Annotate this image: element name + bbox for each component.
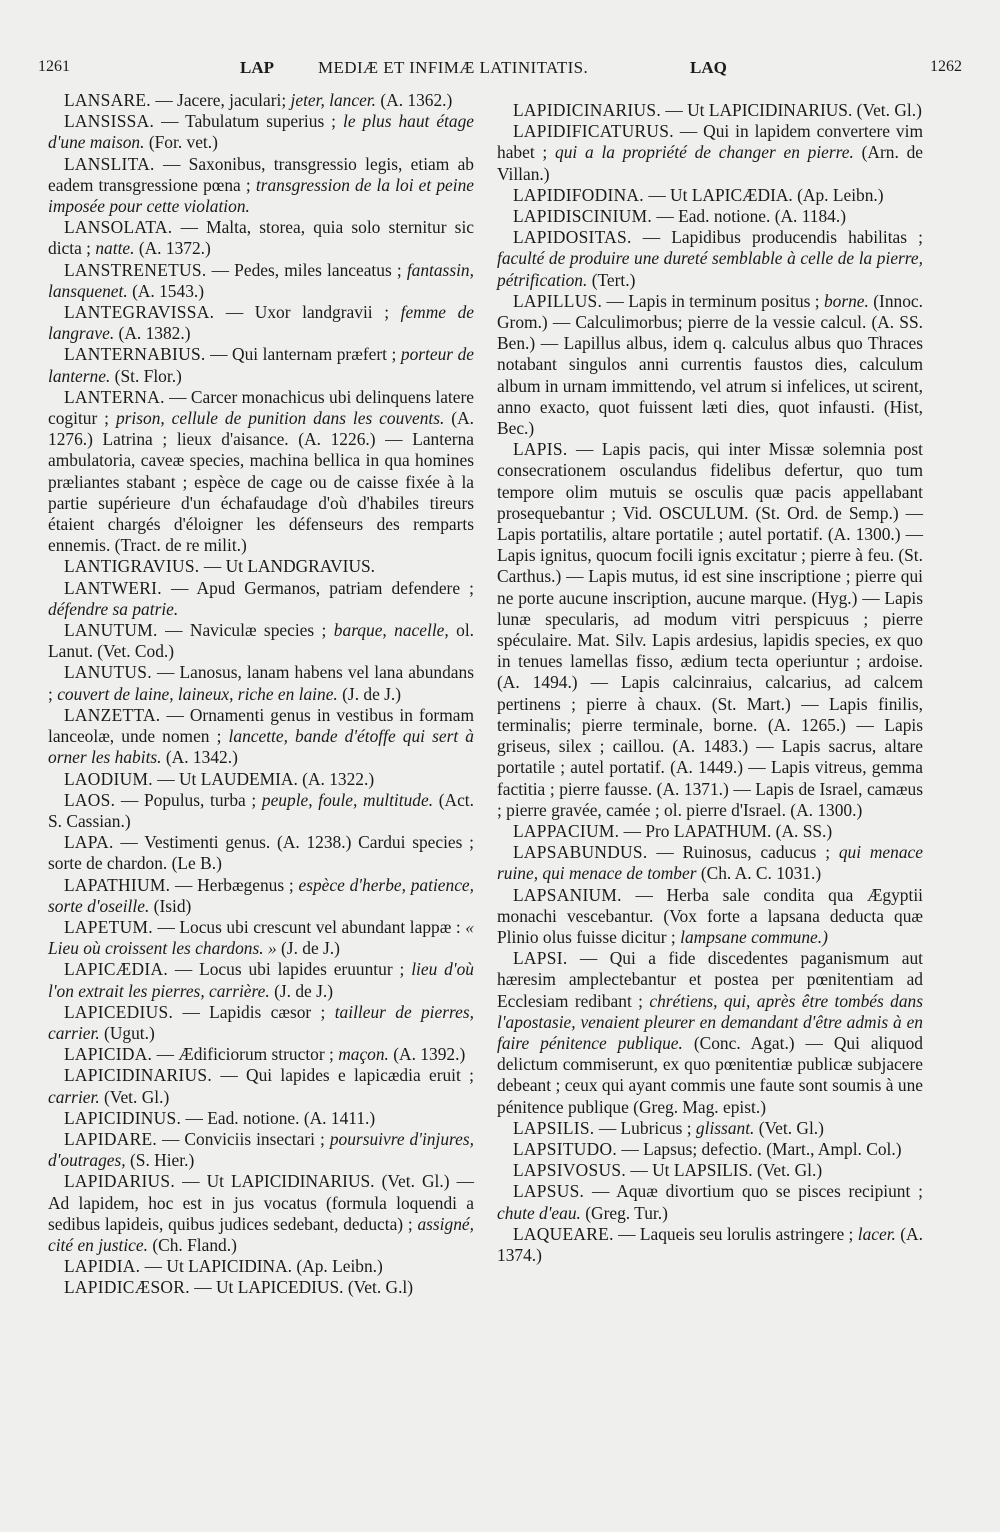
entry-reference: (Tert.) bbox=[591, 269, 636, 290]
entry-reference: LAPATHUM. (A. SS.) bbox=[673, 820, 833, 841]
entry-reference: (Innoc. Grom.) — Calculimorbus; pierre de la vessie calcul. (A. SS. Ben.) — Lapillus albus, idem q. calculus albus quo Thraces notabant singulos anni currentis faustos dies, calculum album in urnam immittendo, vel atrum si infelices, ut scirent, anno exacto, quot fuissent læti dies, quot infausti. (Hist, Bec.) bbox=[497, 290, 923, 439]
entry-definition: — Qui in lapidem convertere vim habet ; bbox=[497, 121, 923, 163]
entry-definition: — Qui a fide discedentes paganismum aut hæresim amplectebantur et postea per pœnitentiam ad Ecclesiam redibant ; bbox=[497, 948, 923, 1011]
entry-headword: LAPIDICÆSOR. bbox=[64, 1277, 190, 1298]
entry-headword: LANUTUS. bbox=[64, 662, 152, 683]
dictionary-entry bbox=[48, 790, 474, 832]
entry-definition: — Lubricus ; bbox=[598, 1117, 692, 1138]
right-page-number: 1262 bbox=[930, 58, 962, 75]
entry-reference: LAPICIDINARIUS. (Vet. Gl.) bbox=[708, 100, 922, 120]
dictionary-entry bbox=[497, 439, 923, 821]
right-guide-word: LAQ bbox=[690, 58, 727, 77]
entry-definition: — Malta, storea, quia solo sternitur sic dicta ; bbox=[48, 217, 474, 259]
entry-headword: LANUTUM. bbox=[64, 620, 158, 641]
dictionary-entry bbox=[48, 154, 474, 218]
entry-french-gloss: lampsane commune.) bbox=[680, 926, 828, 947]
entry-definition: — Lapis in terminum positus ; bbox=[606, 290, 820, 311]
entry-french-gloss: qui a la propriété de changer en pierre. bbox=[555, 142, 854, 163]
entry-french-gloss: prison, cellule de punition dans les couvents. bbox=[115, 408, 445, 429]
dictionary-entry bbox=[497, 821, 923, 842]
entry-headword: LAPIDARE. bbox=[64, 1128, 158, 1149]
entry-french-gloss: natte. bbox=[95, 238, 135, 259]
entry-definition: — Herbægenus ; bbox=[175, 874, 294, 895]
dictionary-entry bbox=[48, 260, 474, 302]
entry-reference: (A. 1276.) Latrina ; lieux d'aisance. (A. 1226.) — Lanterna ambulatoria, caveæ species, machina bellica in qua homines præliantes stabant ; espèce de cage ou de caisse fixée à la partie supérieure d'un échafaudage d'où d'habiles tireurs étaient chargés d'éloigner les défenseurs des remparts ennemis. (Tract. de re milit.) bbox=[48, 408, 474, 556]
dictionary-entry bbox=[48, 959, 474, 1001]
entry-headword: LAPICEDIUS. bbox=[64, 1001, 174, 1022]
entry-french-gloss: « Lieu où croissent les chardons. » bbox=[48, 916, 474, 959]
entry-headword: LANSTRENETUS. bbox=[64, 259, 207, 280]
dictionary-entry bbox=[48, 387, 474, 557]
entry-reference: (A. 1372.) bbox=[138, 238, 211, 259]
entry-french-gloss: espèce d'herbe, patience, sorte d'oseille. bbox=[48, 874, 474, 916]
entry-definition: — Ornamenti genus in vestibus in formam lanceolæ, unde nomen ; bbox=[48, 704, 474, 747]
entry-reference: (Act. S. Cassian.) bbox=[48, 789, 474, 831]
entry-definition: — Lapis pacis, qui inter Missæ solemnia post consecrationem osculandus fidelibus defertur, quo tum tempore olim mutuis se osculis quæ pacis appellabant prosequebantur ; Vid. OSCULUM. (St. Ord. de Semp.) — Lapis portatilis, altare portatile ; autel portatif. (A. 1300.) — Lapis ignitus, quocum focili ignis excitatur ; pierre à feu. (St. Carthus.) — Lapis mutus, id est sine inscriptione ; pierre qui ne porte aucune inscription, aucune marque. (Hyg.) — Lapis lunæ specularis, ad modum vitri perspicuus ; pierre spéculaire. Mat. Silv. Lapis ardesius, lapidis species, ex quo in tenues lamellas fisso, ædium tecta operiuntur ; ardoise. (A. 1494.) — Lapis calcinraius, calcarius, ad calcem pertinens ; pierre à chaux. (St. Mart.) — Lapis finilis, terminalis; pierre terminale, borne. (A. 1265.) — Lapis griseus, silex ; caillou. (A. 1483.) — Lapis sacrus, altare portatile ; autel portatif. (A. 1449.) — Lapis vitreus, gemma factitia ; pierre fausse. (A. 1371.) — Lapis de Israel, camæus ; pierre gravée, camée ; ol. pierre d'Israel. (A. 1300.) bbox=[497, 439, 923, 820]
dictionary-entry bbox=[497, 1181, 923, 1223]
entry-french-gloss: fantassin, lansquenet. bbox=[48, 259, 474, 301]
entry-reference: LAPSILIS. (Vet. Gl.) bbox=[673, 1160, 823, 1181]
entry-definition: — Lapidibus producendis habilitas ; bbox=[642, 227, 923, 248]
dictionary-entry bbox=[497, 185, 923, 206]
entry-definition: — Ut bbox=[648, 184, 688, 205]
entry-headword: LAPIDOSITAS. bbox=[513, 227, 632, 248]
dictionary-entry bbox=[48, 1044, 474, 1065]
entry-definition: — Herba sale condita qua Ægyptii monachi vescebantur. (Vox forte a lapsana deducta quæ Plinio olus fuisse dicitur ; bbox=[497, 884, 923, 947]
entry-reference: (A. 1362.) bbox=[380, 90, 453, 110]
left-page-number: 1261 bbox=[38, 58, 70, 75]
dictionary-entry bbox=[48, 556, 474, 577]
entry-reference: LANDGRAVIUS. bbox=[247, 556, 376, 577]
entry-definition: — Jacere, jaculari; bbox=[155, 90, 287, 110]
entry-reference: (St. Flor.) bbox=[114, 365, 182, 386]
entry-reference: (Arn. de Villan.) bbox=[497, 142, 923, 184]
entry-definition: — Vestimenti genus. (A. 1238.) Cardui species ; sorte de chardon. bbox=[48, 832, 474, 874]
entry-headword: LANTERNABIUS. bbox=[64, 344, 206, 365]
entry-headword: LAPIDICINARIUS. bbox=[513, 100, 661, 120]
entry-french-gloss: lancette, bande d'étoffe qui sert à orner les habits. bbox=[48, 726, 474, 768]
entry-headword: LANTERNA. bbox=[64, 386, 165, 407]
entry-definition: — Laqueis seu lorulis astringere ; bbox=[618, 1223, 854, 1244]
dictionary-entry bbox=[48, 344, 474, 386]
entry-headword: LANSARE. bbox=[64, 90, 151, 110]
entry-headword: LAPATHIUM. bbox=[64, 874, 171, 895]
entry-headword: LAPICÆDIA. bbox=[64, 959, 168, 980]
entry-headword: LAPIS. bbox=[513, 439, 568, 460]
entry-reference: (A. 1543.) bbox=[132, 280, 205, 301]
entry-french-gloss: couvert de laine, laineux, riche en laine. bbox=[57, 683, 338, 704]
entry-definition: — Apud Germanos, patriam defendere ; bbox=[170, 577, 475, 598]
dictionary-entry bbox=[48, 1108, 474, 1129]
entry-definition: — Ut bbox=[630, 1160, 670, 1181]
entry-reference: (Ch. A. C. 1031.) bbox=[700, 863, 822, 884]
entry-reference: (Ch. Fland.) bbox=[152, 1234, 237, 1255]
entry-french-gloss: qui menace ruine, qui menace de tomber bbox=[497, 842, 923, 884]
dictionary-entry bbox=[497, 948, 923, 1118]
right-column bbox=[497, 100, 923, 1266]
entry-headword: LAPSILIS. bbox=[513, 1117, 595, 1138]
entry-french-gloss: maçon. bbox=[338, 1044, 389, 1065]
entry-french-gloss: lacer. bbox=[857, 1223, 896, 1244]
dictionary-entry bbox=[48, 1171, 474, 1256]
entry-headword: LAPILLUS. bbox=[513, 290, 603, 311]
entry-french-gloss: borne. bbox=[823, 290, 869, 311]
entry-reference: (J. de J.) bbox=[274, 980, 334, 1001]
entry-definition: — Lapsus; defectio. bbox=[621, 1138, 762, 1159]
entry-french-gloss: chrétiens, qui, après être tombés dans l'apostasie, venaient pleurer en demandant d'être admis à en faire pénitence publique. bbox=[497, 990, 924, 1053]
entry-reference: (J. de J.) bbox=[281, 938, 340, 959]
entry-headword: LANSISSA. bbox=[64, 111, 155, 132]
entry-french-gloss: carrier. bbox=[48, 1086, 100, 1107]
entry-reference: (A. 1382.) bbox=[118, 323, 191, 344]
entry-definition: — Lanosus, lanam habens vel lana abundans ; bbox=[48, 662, 474, 704]
entry-headword: LAODIUM. bbox=[64, 768, 153, 789]
entry-definition: — Populus, turba ; bbox=[120, 789, 257, 810]
entry-headword: LAPICIDINUS. bbox=[64, 1107, 182, 1128]
entry-french-gloss: le plus haut étage d'une maison. bbox=[48, 111, 474, 153]
entry-definition: — Pro bbox=[623, 820, 670, 841]
entry-definition: — Ædificiorum structor ; bbox=[156, 1044, 334, 1065]
entry-definition: — Locus ubi crescunt vel abundant lappæ : bbox=[157, 916, 461, 937]
dictionary-entry bbox=[497, 227, 923, 291]
entry-headword: LAPIDISCINIUM. bbox=[513, 206, 652, 227]
entry-reference: (Vet. Gl.) bbox=[758, 1117, 824, 1138]
entry-headword: LAQUEARE. bbox=[513, 1223, 614, 1244]
entry-headword: LAPA. bbox=[64, 832, 114, 853]
entry-headword: LAPSITUDO. bbox=[513, 1138, 617, 1159]
entry-definition: — Ut bbox=[203, 556, 243, 577]
dictionary-entry bbox=[48, 578, 474, 620]
header-title: MEDIÆ ET INFIMÆ LATINITATIS. bbox=[318, 58, 589, 77]
dictionary-entry bbox=[48, 832, 474, 874]
entry-french-gloss: défendre sa patrie. bbox=[48, 598, 179, 619]
dictionary-entry bbox=[48, 620, 474, 662]
entry-french-gloss: porteur de lanterne. bbox=[48, 344, 474, 386]
dictionary-entry bbox=[48, 90, 474, 111]
dictionary-entry bbox=[48, 111, 474, 153]
entry-headword: LAPSABUNDUS. bbox=[513, 842, 648, 863]
entry-reference: (A. 1374.) bbox=[497, 1223, 923, 1265]
dictionary-entry bbox=[497, 1139, 923, 1160]
entry-reference: (J. de J.) bbox=[342, 683, 402, 704]
entry-reference: (Greg. Tur.) bbox=[585, 1202, 668, 1223]
entry-french-gloss: transgression de la loi et peine imposée pour cette violation. bbox=[48, 174, 474, 217]
entry-definition: — Aquæ divortium quo se pisces recipiunt ; bbox=[592, 1181, 923, 1202]
entry-headword: LAPETUM. bbox=[64, 916, 153, 937]
entry-headword: LAPSANIUM. bbox=[513, 884, 622, 905]
entry-french-gloss: faculté de produire une dureté semblable à celle de la pierre, pétrification. bbox=[497, 248, 923, 290]
dictionary-entry bbox=[48, 662, 474, 704]
entry-headword: LAPSUS. bbox=[513, 1181, 585, 1202]
entry-reference: (A. 1392.) bbox=[393, 1044, 466, 1065]
dictionary-entry bbox=[48, 769, 474, 790]
entry-headword: LAOS. bbox=[64, 789, 116, 810]
dictionary-entry bbox=[497, 885, 923, 949]
entry-definition: — Naviculæ species ; bbox=[165, 620, 327, 641]
dictionary-entry bbox=[497, 1224, 923, 1266]
entry-reference: LAUDEMIA. (A. 1322.) bbox=[200, 768, 375, 789]
entry-french-gloss: femme de langrave. bbox=[48, 302, 474, 344]
entry-french-gloss: glissant. bbox=[695, 1117, 755, 1138]
entry-headword: LANTIGRAVIUS. bbox=[64, 556, 200, 577]
dictionary-entry bbox=[48, 705, 474, 769]
entry-headword: LAPIDIFICATURUS. bbox=[513, 121, 674, 142]
entry-definition: — Ead. notione. bbox=[656, 206, 771, 227]
entry-definition: — Uxor landgravii ; bbox=[225, 302, 390, 323]
entry-headword: LANZETTA. bbox=[64, 704, 161, 725]
entry-reference: (Ugut.) bbox=[104, 1022, 155, 1043]
dictionary-entry bbox=[48, 217, 474, 259]
dictionary-entry bbox=[497, 1160, 923, 1181]
dictionary-entry bbox=[48, 1256, 474, 1277]
dictionary-entry bbox=[48, 302, 474, 344]
dictionary-entry bbox=[497, 100, 923, 121]
entry-reference: (A. 1184.) bbox=[774, 206, 847, 227]
entry-headword: LANTWERI. bbox=[64, 577, 162, 598]
dictionary-entry bbox=[497, 842, 923, 884]
entry-definition: — Ut bbox=[157, 768, 197, 789]
entry-definition: — Qui lapides e lapicædia eruit ; bbox=[220, 1065, 474, 1086]
dictionary-entry bbox=[497, 1118, 923, 1139]
entry-french-gloss: chute d'eau. bbox=[497, 1202, 581, 1223]
entry-french-gloss: jeter, lancer. bbox=[290, 90, 376, 110]
dictionary-entry bbox=[48, 1129, 474, 1171]
entry-definition: — Ut LAPICIDINARIUS. (Vet. Gl.) — Ad lapidem, hoc est in jus vocatus (formula loquendi a sedibus lapideis, quibus judices sedebant, deducta) ; bbox=[48, 1171, 474, 1234]
entry-reference: (For. vet.) bbox=[148, 132, 218, 153]
entry-headword: LAPSI. bbox=[513, 948, 568, 969]
entry-headword: LAPPACIUM. bbox=[513, 820, 620, 841]
entry-reference: (Isid) bbox=[153, 895, 192, 916]
entry-french-gloss: assigné, cité en justice. bbox=[48, 1213, 474, 1255]
entry-definition: — Ut bbox=[194, 1277, 234, 1298]
entry-headword: LAPICIDINARIUS. bbox=[64, 1065, 212, 1086]
entry-definition: — Lapidis cæsor ; bbox=[182, 1001, 326, 1022]
entry-headword: LAPIDARIUS. bbox=[64, 1171, 176, 1192]
dictionary-entry bbox=[48, 875, 474, 917]
entry-definition: — Ruinosus, caducus ; bbox=[656, 842, 831, 863]
entry-french-gloss: tailleur de pierres, carrier. bbox=[48, 1001, 474, 1043]
entry-definition: — Pedes, miles lanceatus ; bbox=[211, 259, 402, 280]
entry-reference: (Le B.) bbox=[171, 853, 222, 874]
running-header bbox=[0, 58, 1000, 88]
entry-headword: LAPSIVOSUS. bbox=[513, 1160, 626, 1181]
entry-definition: — Ut bbox=[665, 100, 705, 120]
entry-definition: — Carcer monachicus ubi delinquens latere cogitur ; bbox=[48, 386, 474, 429]
entry-definition: — Conviciis insectari ; bbox=[162, 1128, 325, 1149]
entry-reference: (A. 1411.) bbox=[303, 1107, 376, 1128]
entry-french-gloss: poursuivre d'injures, d'outrages, bbox=[48, 1128, 474, 1171]
dictionary-entry bbox=[48, 917, 474, 959]
entry-definition: — Saxonibus, transgressio legis, etiam ab eadem transgressione pœna ; bbox=[48, 153, 474, 195]
entry-french-gloss: barque, nacelle, bbox=[333, 620, 449, 641]
dictionary-entry bbox=[48, 1065, 474, 1107]
entry-reference: (A. 1342.) bbox=[165, 747, 238, 768]
entry-reference: LAPICEDIUS. (Vet. G.l) bbox=[237, 1277, 414, 1298]
entry-headword: LANSLITA. bbox=[64, 153, 155, 174]
entry-headword: LAPICIDA. bbox=[64, 1044, 153, 1065]
entry-reference: LAPICIDINA. (Ap. Leibn.) bbox=[188, 1256, 383, 1277]
dictionary-entry bbox=[497, 291, 923, 439]
entry-reference: ol. Lanut. (Vet. Cod.) bbox=[48, 620, 474, 662]
entry-headword: LANSOLATA. bbox=[64, 217, 173, 238]
entry-reference: (Vet. Gl.) bbox=[104, 1086, 170, 1107]
dictionary-entry bbox=[48, 1002, 474, 1044]
dictionary-entry bbox=[497, 206, 923, 227]
entry-reference: (S. Hier.) bbox=[130, 1150, 195, 1171]
entry-definition: — Locus ubi lapides eruuntur ; bbox=[174, 959, 405, 980]
entry-headword: LAPIDIA. bbox=[64, 1256, 141, 1277]
entry-reference: (Conc. Agat.) — Qui aliquod delictum commiserunt, ex quo pœnitentiæ publicæ subjacere debeant ; ceux qui ayant commis une faute sont soumis à une pénitence publique (Greg. Mag. epist.) bbox=[497, 1032, 923, 1117]
entry-definition: — Qui lanternam præfert ; bbox=[210, 344, 397, 365]
entry-french-gloss: lieu d'où l'on extrait les pierres, carrière. bbox=[48, 959, 474, 1001]
entry-headword: LAPIDIFODINA. bbox=[513, 184, 644, 205]
entry-french-gloss: peuple, foule, multitude. bbox=[261, 789, 434, 810]
entry-definition: — Ut bbox=[144, 1256, 184, 1277]
entry-headword: LANTEGRAVISSA. bbox=[64, 302, 215, 323]
entry-reference: LAPICÆDIA. (Ap. Leibn.) bbox=[691, 184, 884, 205]
dictionary-entry bbox=[48, 1277, 474, 1298]
entry-reference: (Mart., Ampl. Col.) bbox=[766, 1138, 902, 1159]
entry-definition: — Ead. notione. bbox=[185, 1107, 300, 1128]
entry-definition: — Tabulatum superius ; bbox=[161, 111, 337, 132]
left-column bbox=[48, 90, 474, 1299]
dictionary-entry bbox=[497, 121, 923, 185]
left-guide-word: LAP bbox=[240, 58, 274, 77]
